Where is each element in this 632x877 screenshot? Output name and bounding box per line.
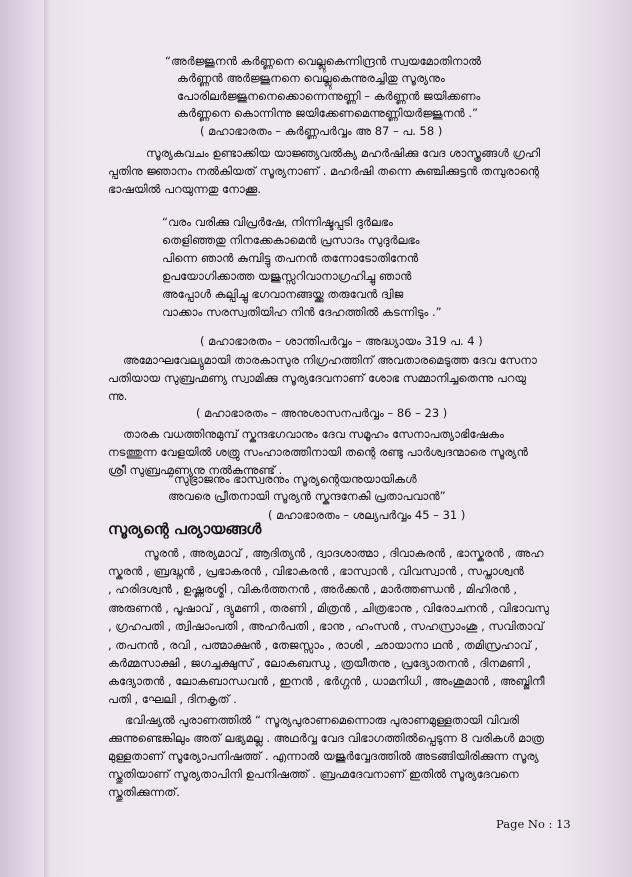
synonyms-line: അരുണൻ , പൂഷാവ് , ദ്യുമണി , തരണി , മിത്രൻ , ചിത്രഭാനു , വിരോചനൻ , വിഭാവസു (108, 601, 549, 615)
synonyms-line: , തപനൻ , രവി , പത്മാക്ഷൻ , തേജസ്സാം , രാശി , ഛായാനാ ഥൻ , തമിസ്രഹാവ് , (108, 638, 539, 652)
paragraph-line: സ്തുതിക്കുന്നത്. (108, 785, 180, 799)
quote3-line: “സുഭ്രാജനും ഭാസ്വരനും സൂര്യന്റെയനുയായികൾ (168, 472, 417, 486)
quote2-line: പിന്നെ ഞാൻ കുമ്പിട്ടു തപനൻ തന്നോടോതിനേൻ (162, 251, 419, 265)
quote1-line: കർണ്ണൻ അർജ്ജുനനെ വെല്ലുകെന്നുരച്ചിതു സൂര്യനും (177, 71, 445, 85)
page-binding-shadow (44, 0, 50, 877)
paragraph-line: പതിയായ സുബ്രഹ്മണ്യ സ്വാമിക്കു സൂര്യദേവനാണ് ശോഭ സമ്മാനിച്ചതെന്നു പറയു (108, 371, 527, 385)
quote2-line: ഉപയോഗിക്കാത്ത യജുസ്സറിവാനാഗ്രഹിച്ചു ഞാൻ (162, 269, 412, 283)
reference-anushasana-parva: ( മഹാഭാരതം – അനുശാസനപർവ്വം – 86 – 23 ) (196, 406, 448, 420)
paragraph-line: താരക വധത്തിനുമുമ്പ് സ്കന്ദഭഗവാനും ദേവ സമൂഹം സേനാപത്യാഭിഷേകം (123, 427, 504, 441)
paragraph-line: ഭവിഷ്യൽ പുരാണത്തിൽ “ സൂര്യപുരാണമെന്നൊരു പുരാണമുള്ളതായി വിവരി (125, 713, 519, 727)
section-heading-synonyms: സൂര്യന്റെ പര്യായങ്ങൾ (108, 520, 262, 538)
quote1-line: “അർജ്ജുനൻ കർണ്ണനെ വെല്ലുകെന്നിന്ദ്രൻ സ്വയമോതിനാൽ (165, 54, 482, 68)
paragraph-line: നടത്തുന്ന വേളയിൽ ശത്രു സംഹാരത്തിനായി തന്റെ രണ്ടു പാർശ്വദന്മാരെ സൂര്യൻ (108, 445, 528, 459)
synonyms-line: കർമ്മസാക്ഷി , ജഗച്ചക്ഷുസ് , ലോകബന്ധു , ത്രയീതനു , പ്രദ്യോതനൻ , ദിനമണി , (108, 656, 532, 670)
synonyms-line: സ്കരൻ , ബ്രദ്ധ്നൻ , പ്രഭാകരൻ , വിഭാകരൻ , ഭാസ്വാൻ , വിവസ്വാൻ , സപ്താശ്വൻ (108, 564, 524, 578)
paragraph-line: സൂര്യകവചം ഉണ്ടാക്കിയ യാജ്ഞ്യവൽക്യ മഹർഷിക്കു വേദ ശാസ്ത്രങ്ങൾ ഗ്രഹി (146, 146, 541, 160)
paragraph-line: സ്തുതിയാണ് സൂര്യതാപിനി ഉപനിഷത്ത് . ബ്രഹ്മദേവനാണ് ഇതിൽ സൂര്യദേവനെ (108, 767, 519, 781)
paragraph-line: ക്കുന്നുണ്ടെങ്കിലും അത് ലഭ്യമല്ല . അഥർവ്വ വേദ വിഭാഗത്തിൽപ്പെടുന്ന 8 വരികൾ മാത്ര (108, 731, 544, 745)
quote1-line: പോരിലർജ്ജുനനെക്കൊന്നെന്നുണ്ണി – കർണ്ണൻ ജയിക്കണം (177, 89, 481, 103)
quote1-line: കർണ്ണനെ കൊന്നിന്നു ജയിക്കേണമെന്നുണ്ണിയർജ്ജുനൻ .” (177, 106, 478, 120)
page-number: Page No : 13 (496, 817, 571, 831)
quote2-line: “വരം വരിക്കു വിപ്രർഷേ, നിന്നിഷ്ടപ്പടി ദുർലഭം (162, 215, 393, 229)
reference-karna-parva: ( മഹാഭാരതം – കർണ്ണപർവ്വം അ 87 – പ. 58 ) (200, 124, 443, 138)
reference-shalya-parva: ( മഹാഭാരതം – ശല്യപർവ്വം 45 – 31 ) (268, 508, 466, 522)
synonyms-line: സൂരൻ , അര്യമാവ് , ആദിത്യൻ , ദ്വാദശാത്മാ , ദിവാകരൻ , ഭാസ്കരൻ , അഹ (144, 546, 544, 560)
synonyms-line: കദ്യോതൻ , ലോകബാന്ധവൻ , ഇനൻ , ഭർഗ്ഗൻ , ധാമനിധി , അംശുമാൻ , അബ്ജിനീ (108, 674, 545, 688)
synonyms-line: , ഹരിദശ്വൻ , ഉഷ്ണരശ്മി , വികർത്തനൻ , അർക്കൻ , മാർത്തണ്ഡൻ , മിഹിരൻ , (108, 582, 518, 596)
paragraph-line: ന്നു. (108, 389, 128, 403)
paragraph-line: പ്പതിനു ജ്ഞാനം നൽകിയത് സൂര്യനാണ് . മഹർഷി തന്നെ കുഞ്ചിക്കുട്ടൻ തമ്പുരാന്റെ (108, 164, 540, 178)
quote2-line: തെളിഞ്ഞതു നിനക്കേകാമെൻ പ്രസാദം സുദുർലഭം (162, 233, 420, 247)
paragraph-line: ശ്രീ സുബ്രഹ്മണ്യനു നൽകുന്നുണ്ട് . (108, 463, 283, 477)
synonyms-line: പതി , ഘേലി , ദിനകൃത് . (108, 692, 237, 706)
paragraph-line: ഭാഷയിൽ പറയുന്നതു നോക്കൂ. (108, 182, 262, 196)
quote2-line: അപ്പോൾ കല്പിച്ചു ഭഗവാനങ്ങയ്ക്കു തരുവേൻ ദ്വിജ (162, 287, 404, 301)
quote3-line: അവരെ പ്രീതനായി സൂര്യൻ സ്കന്ദനേകി പ്രതാപവാൻ” (168, 489, 446, 503)
quote2-line: വാക്കാം സരസ്വതിയിഹ നിൻ ദേഹത്തിൽ കടന്നിടും .” (162, 305, 442, 319)
synonyms-line: , ഗ്രഹപതി , ത്വിഷാംപതി , അഹർപതി , ഭാനു , ഹംസൻ , സഹസ്രാംശു , സവിതാവ് (108, 619, 544, 633)
paragraph-line: മുള്ളതാണ് സൂര്യോപനിഷത്ത് . എന്നാൽ യജുർവ്വേദത്തിൽ അടങ്ങിയിരിക്കുന്ന സൂര്യ (108, 749, 539, 763)
paragraph-line: അമോഘവേല്യുമായി താരകാസുര നിഗ്രഹത്തിന് അവതാരമെടുത്ത ദേവ സേനാ (123, 353, 537, 367)
reference-shanti-parva: ( മഹാഭാരതം – ശാന്തിപർവ്വം – അദ്ധ്യായം 319 പ. 4 ) (200, 334, 483, 348)
